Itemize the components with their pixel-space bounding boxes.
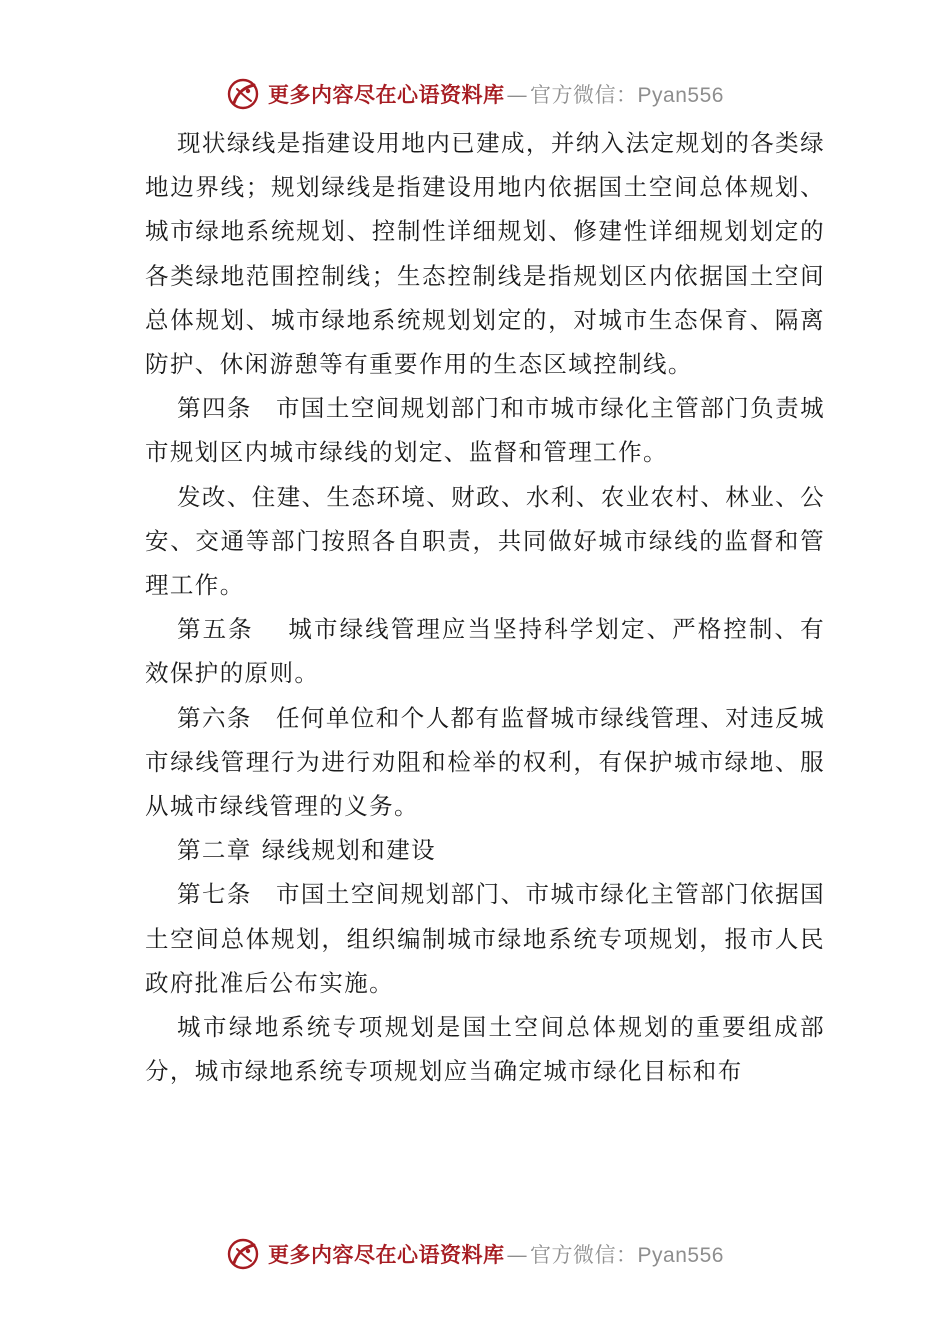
watermark-separator: —: [506, 83, 529, 107]
article-label: 第五条: [177, 615, 254, 644]
document-body: [145, 121, 825, 1093]
seal-logo-icon: [226, 77, 260, 111]
watermark-text: [268, 79, 724, 109]
article-5: [145, 607, 825, 695]
watermark-header: [0, 72, 950, 116]
watermark-account: Pyan556: [637, 84, 724, 107]
article-7: [145, 872, 825, 1005]
watermark-separator: —: [506, 1243, 529, 1267]
paragraph-definitions: [145, 121, 825, 386]
paragraph-text: 现状绿线是指建设用地内已建成，并纳入法定规划的各类绿地边界线；规划绿线是指建设用地内依据国土空间总体规划、城市绿地系统规划、控制性详细规划、修建性详细规划划定的各类绿地范围控制线；生态控制线是指规划区内依据国土空间总体规划、城市绿地系统规划划定的，对城市生态保育、隔离防护、休闲游憩等有重要作用的生态区域控制线。: [145, 129, 825, 379]
article-label: 第四条: [177, 394, 252, 423]
article-label: 第六条: [177, 703, 252, 732]
article-4: [145, 386, 825, 474]
article-6: [145, 696, 825, 829]
article-text: 城市绿线管理应当坚持科学划定、严格控制、有效保护的原则。: [145, 615, 825, 688]
chapter-2-heading: [145, 828, 825, 872]
watermark-main: 更多内容尽在心语资料库: [268, 1242, 505, 1267]
seal-logo-icon: [226, 1237, 260, 1271]
article-text: 市国土空间规划部门和市城市绿化主管部门负责城市规划区内城市绿线的划定、监督和管理工作。: [145, 394, 825, 467]
article-text: 任何单位和个人都有监督城市绿线管理、对违反城市绿线管理行为进行劝阻和检举的权利，有保护城市绿地、服从城市绿线管理的义务。: [145, 703, 825, 821]
paragraph-departments: [145, 475, 825, 608]
article-text: 市国土空间规划部门、市城市绿化主管部门依据国土空间总体规划，组织编制城市绿地系统专项规划，报市人民政府批准后公布实施。: [145, 880, 825, 997]
watermark-footer: [0, 1232, 950, 1276]
watermark-suffix: 官方微信：: [530, 1243, 638, 1267]
chapter-label: 第二章: [177, 836, 252, 865]
chapter-title: 绿线规划和建设: [261, 836, 437, 865]
paragraph-text: 城市绿地系统专项规划是国土空间总体规划的重要组成部分，城市绿地系统专项规划应当确定城市绿化目标和布: [145, 1013, 825, 1086]
paragraph-green-system: [145, 1005, 825, 1093]
watermark-account: Pyan556: [637, 1244, 724, 1267]
watermark-suffix: 官方微信：: [530, 83, 638, 107]
article-label: 第七条: [177, 880, 252, 909]
watermark-main: 更多内容尽在心语资料库: [268, 82, 505, 107]
watermark-text: [268, 1239, 724, 1269]
paragraph-text: 发改、住建、生态环境、财政、水利、农业农村、林业、公安、交通等部门按照各自职责，共同做好城市绿线的监督和管理工作。: [145, 482, 825, 600]
